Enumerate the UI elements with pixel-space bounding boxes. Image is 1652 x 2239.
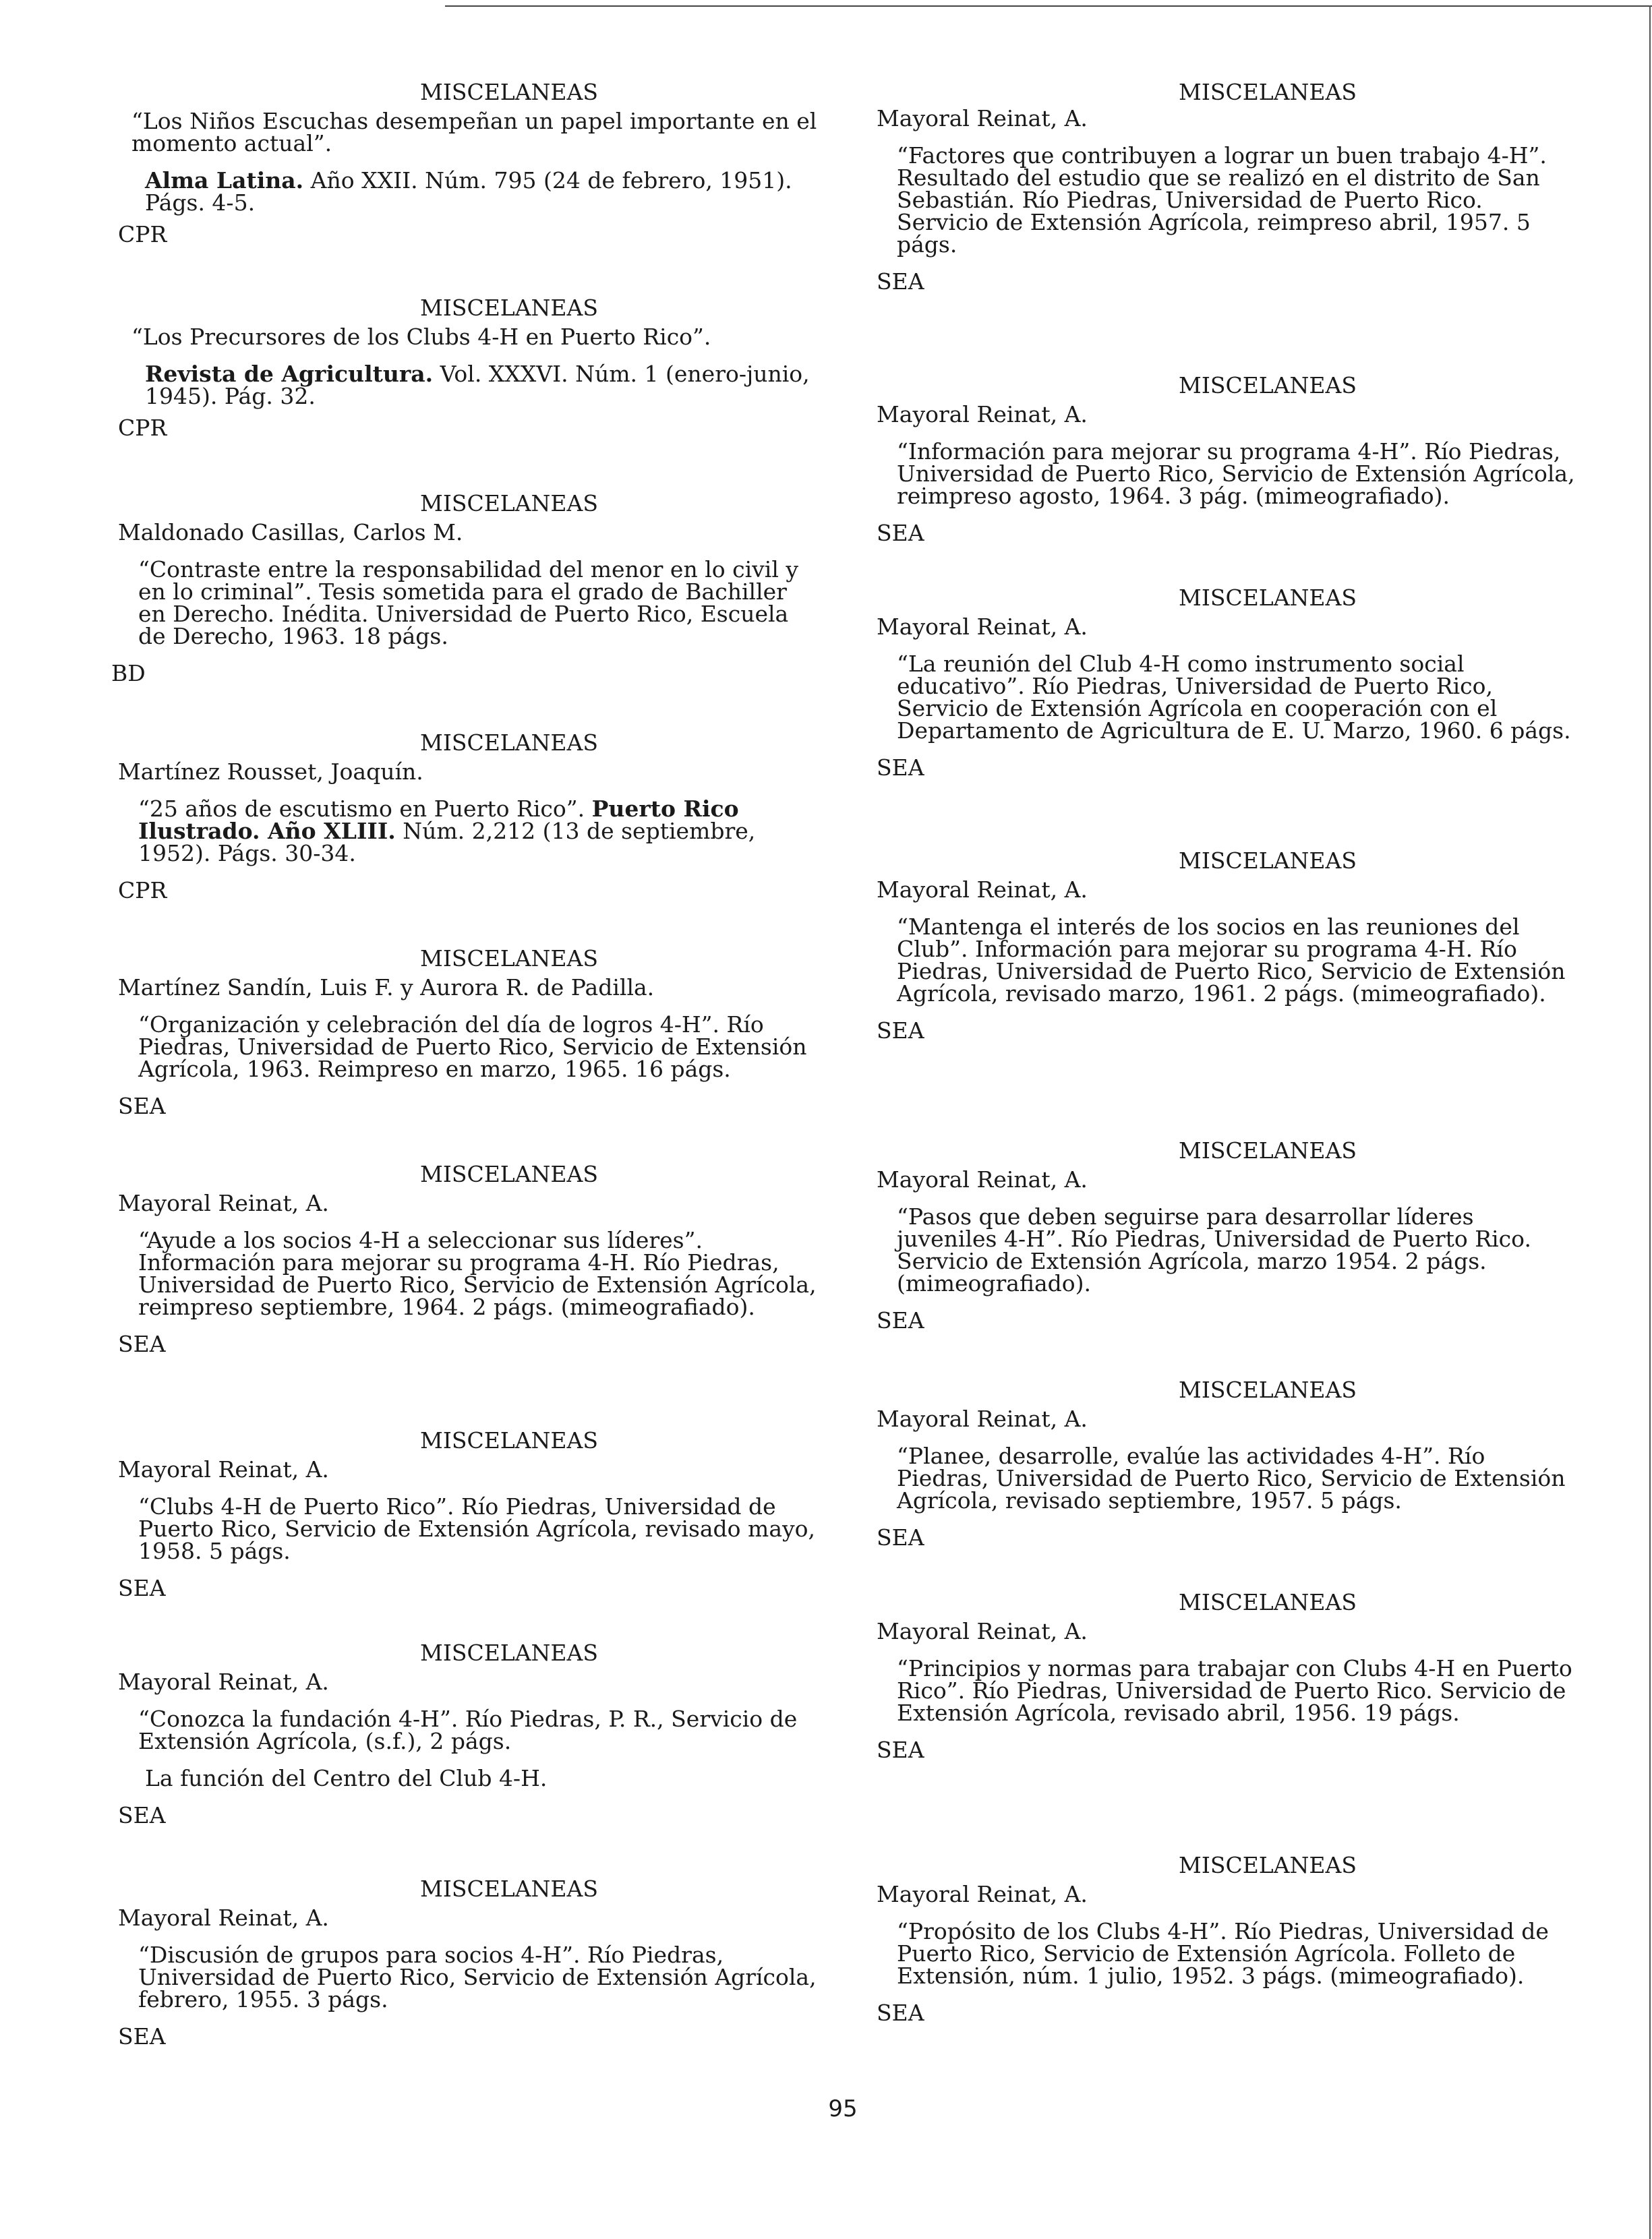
- entry-title: “Planee, desarrolle, evalúe las actividades 4-H”. Río Piedras, Universidad de Puerto Rico, Servicio de Extensión Agrícola, revisado septiembre, 1957. 5 págs.: [897, 1443, 1566, 1514]
- entry-author: Mayoral Reinat, A.: [877, 105, 1088, 131]
- section-heading: MISCELANEAS: [1179, 847, 1357, 874]
- entry-left-2: [118, 297, 819, 439]
- section-heading: MISCELANEAS: [420, 729, 598, 756]
- section-heading: MISCELANEAS: [1179, 1377, 1357, 1403]
- entry-author: Mayoral Reinat, A.: [877, 1881, 1088, 1907]
- section-heading: MISCELANEAS: [420, 1640, 598, 1666]
- entry-title: “Clubs 4-H de Puerto Rico”. Río Piedras, Universidad de Puerto Rico, Servicio de Extensión Agrícola, revisado mayo, 1958. 5 págs.: [138, 1493, 816, 1564]
- section-heading: MISCELANEAS: [1179, 79, 1357, 105]
- entry-title: “La reunión del Club 4-H como instrumento social educativo”. Río Piedras, Universidad de Puerto Rico, Servicio de Extensión Agrícola en cooperación con el Departamento de Agricultura de E. U. Marzo, 1960. 6 págs.: [897, 651, 1571, 744]
- entry-right-2: [877, 374, 1578, 544]
- entry-author: Mayoral Reinat, A.: [118, 1190, 329, 1216]
- entry-left-6: [118, 1163, 819, 1355]
- entry-title: “25 años de escutismo en Puerto Rico”. Puerto Rico Ilustrado. Año XLIII. Núm. 2,212 (13 de septiembre, 1952). Págs. 30-34.: [138, 796, 756, 866]
- entry-location: CPR: [118, 415, 167, 441]
- section-heading: MISCELANEAS: [1179, 585, 1357, 611]
- section-heading: MISCELANEAS: [1179, 1589, 1357, 1615]
- top-rule: [445, 5, 1652, 7]
- entry-author: Martínez Sandín, Luis F. y Aurora R. de Padilla.: [118, 974, 655, 1001]
- entry-author: Mayoral Reinat, A.: [877, 1166, 1088, 1193]
- section-heading: MISCELANEAS: [1179, 1852, 1357, 1878]
- entry-right-3: [877, 587, 1578, 779]
- section-heading: MISCELANEAS: [420, 1161, 598, 1187]
- entry-location: SEA: [877, 754, 924, 781]
- page-number: 95: [828, 2095, 858, 2122]
- entry-author: Mayoral Reinat, A.: [877, 1618, 1088, 1644]
- entry-author: Mayoral Reinat, A.: [877, 401, 1088, 427]
- entry-author: Mayoral Reinat, A.: [118, 1905, 329, 1931]
- entry-location: SEA: [877, 1017, 924, 1044]
- entry-right-5: [877, 1139, 1578, 1332]
- entry-location: SEA: [118, 1093, 166, 1119]
- entry-author: Mayoral Reinat, A.: [118, 1456, 329, 1483]
- section-heading: MISCELANEAS: [420, 79, 598, 105]
- entry-location: CPR: [118, 221, 167, 247]
- entry-title: “Ayude a los socios 4-H a seleccionar sus líderes”. Información para mejorar su programa 4-H. Río Piedras, Universidad de Puerto Rico, Servicio de Extensión Agrícola, reimpreso septiembre, 1964. 2 págs. (mimeografiado).: [138, 1227, 817, 1320]
- entry-right-6: [877, 1379, 1578, 1549]
- entry-left-7: [118, 1429, 819, 1599]
- entry-left-4: [118, 729, 819, 903]
- entry-location: SEA: [877, 1524, 924, 1551]
- entry-location: CPR: [118, 877, 167, 903]
- entry-author: Mayoral Reinat, A.: [877, 876, 1088, 903]
- entry-location: SEA: [118, 1575, 166, 1601]
- entry-location: SEA: [118, 2023, 166, 2050]
- entry-left-3: [111, 490, 819, 686]
- entry-title: “Propósito de los Clubs 4-H”. Río Piedras, Universidad de Puerto Rico, Servicio de Extensión Agrícola. Folleto de Extensión, núm. 1 julio, 1952. 3 págs. (mimeografiado).: [897, 1918, 1549, 1989]
- entry-title: “Conozca la fundación 4-H”. Río Piedras, P. R., Servicio de Extensión Agrícola, (s.f.), 2 págs.: [138, 1706, 798, 1754]
- entry-title: “Contraste entre la responsabilidad del menor en lo civil y en lo criminal”. Tesis sometida para el grado de Bachiller en Derecho. Inédita. Universidad de Puerto Rico, Escuela de Derecho, 1963. 18 págs.: [138, 556, 799, 649]
- entry-left-8: [118, 1642, 819, 1826]
- entry-title: “Discusión de grupos para socios 4-H”. Río Piedras, Universidad de Puerto Rico, Servicio de Extensión Agrícola, febrero, 1955. 3 págs.: [138, 1942, 817, 2012]
- entry-author: Mayoral Reinat, A.: [877, 614, 1088, 640]
- entry-title: “Principios y normas para trabajar con Clubs 4-H en Puerto Rico”. Río Piedras, Universidad de Puerto Rico. Servicio de Extensión Agrícola, revisado abril, 1956. 19 págs.: [897, 1655, 1572, 1726]
- entry-right-4: [877, 849, 1578, 1042]
- section-heading: MISCELANEAS: [420, 1876, 598, 1902]
- entry-source: Revista de Agricultura. Vol. XXXVI. Núm. 1 (enero-junio, 1945). Pág. 32.: [145, 361, 810, 409]
- section-heading: MISCELANEAS: [420, 295, 598, 321]
- entry-left-5: [118, 947, 819, 1117]
- entry-note: La función del Centro del Club 4-H.: [145, 1765, 548, 1791]
- section-heading: MISCELANEAS: [1179, 372, 1357, 398]
- entry-location: SEA: [118, 1802, 166, 1828]
- section-heading: MISCELANEAS: [1179, 1137, 1357, 1164]
- entry-title: “Pasos que deben seguirse para desarrollar líderes juveniles 4-H”. Río Piedras, Universidad de Puerto Rico. Servicio de Extensión Agrícola, marzo 1954. 2 págs. (mimeografiado).: [897, 1203, 1531, 1296]
- entry-title: “Información para mejorar su programa 4-H”. Río Piedras, Universidad de Puerto Rico, Servicio de Extensión Agrícola, reimpreso agosto, 1964. 3 pág. (mimeografiado).: [897, 438, 1575, 509]
- entry-location: SEA: [877, 1307, 924, 1334]
- section-heading: MISCELANEAS: [420, 1427, 598, 1454]
- entry-right-8: [877, 1854, 1578, 2024]
- entry-author: Maldonado Casillas, Carlos M.: [118, 519, 463, 545]
- section-heading: MISCELANEAS: [420, 945, 598, 972]
- entry-left-1: [118, 81, 819, 245]
- entry-title: “Organización y celebración del día de logros 4-H”. Río Piedras, Universidad de Puerto Rico, Servicio de Extensión Agrícola, 1963. Reimpreso en marzo, 1965. 16 págs.: [138, 1011, 807, 1082]
- entry-title: “Factores que contribuyen a lograr un buen trabajo 4-H”. Resultado del estudio que se realizó en el distrito de San Sebastián. Río Piedras, Universidad de Puerto Rico. Servicio de Extensión Agrícola, reimpreso abril, 1957. 5 págs.: [897, 142, 1547, 258]
- entry-title: “Los Niños Escuchas desempeñan un papel importante en el momento actual”.: [131, 108, 817, 156]
- entry-right-7: [877, 1591, 1578, 1761]
- entry-author: Mayoral Reinat, A.: [118, 1669, 329, 1695]
- entry-location: BD: [111, 660, 146, 686]
- entry-author: Martínez Rousset, Joaquín.: [118, 758, 423, 785]
- entry-location: SEA: [877, 520, 924, 546]
- entry-source: Alma Latina. Año XXII. Núm. 795 (24 de febrero, 1951). Págs. 4-5.: [145, 167, 792, 216]
- entry-title: “Los Precursores de los Clubs 4-H en Puerto Rico”.: [131, 324, 711, 350]
- entry-location: SEA: [877, 268, 924, 295]
- section-heading: MISCELANEAS: [420, 490, 598, 516]
- entry-location: SEA: [877, 1737, 924, 1763]
- entry-location: SEA: [118, 1331, 166, 1357]
- right-edge-rule: [1649, 5, 1651, 2239]
- entry-title: “Mantenga el interés de los socios en las reuniones del Club”. Información para mejorar su programa 4-H. Río Piedras, Universidad de Puerto Rico, Servicio de Extensión Agrícola, revisado marzo, 1961. 2 págs. (mimeografiado).: [897, 914, 1566, 1007]
- entry-author: Mayoral Reinat, A.: [877, 1406, 1088, 1432]
- entry-left-9: [118, 1878, 819, 2048]
- entry-right-1: [877, 81, 1578, 293]
- entry-location: SEA: [877, 2000, 924, 2026]
